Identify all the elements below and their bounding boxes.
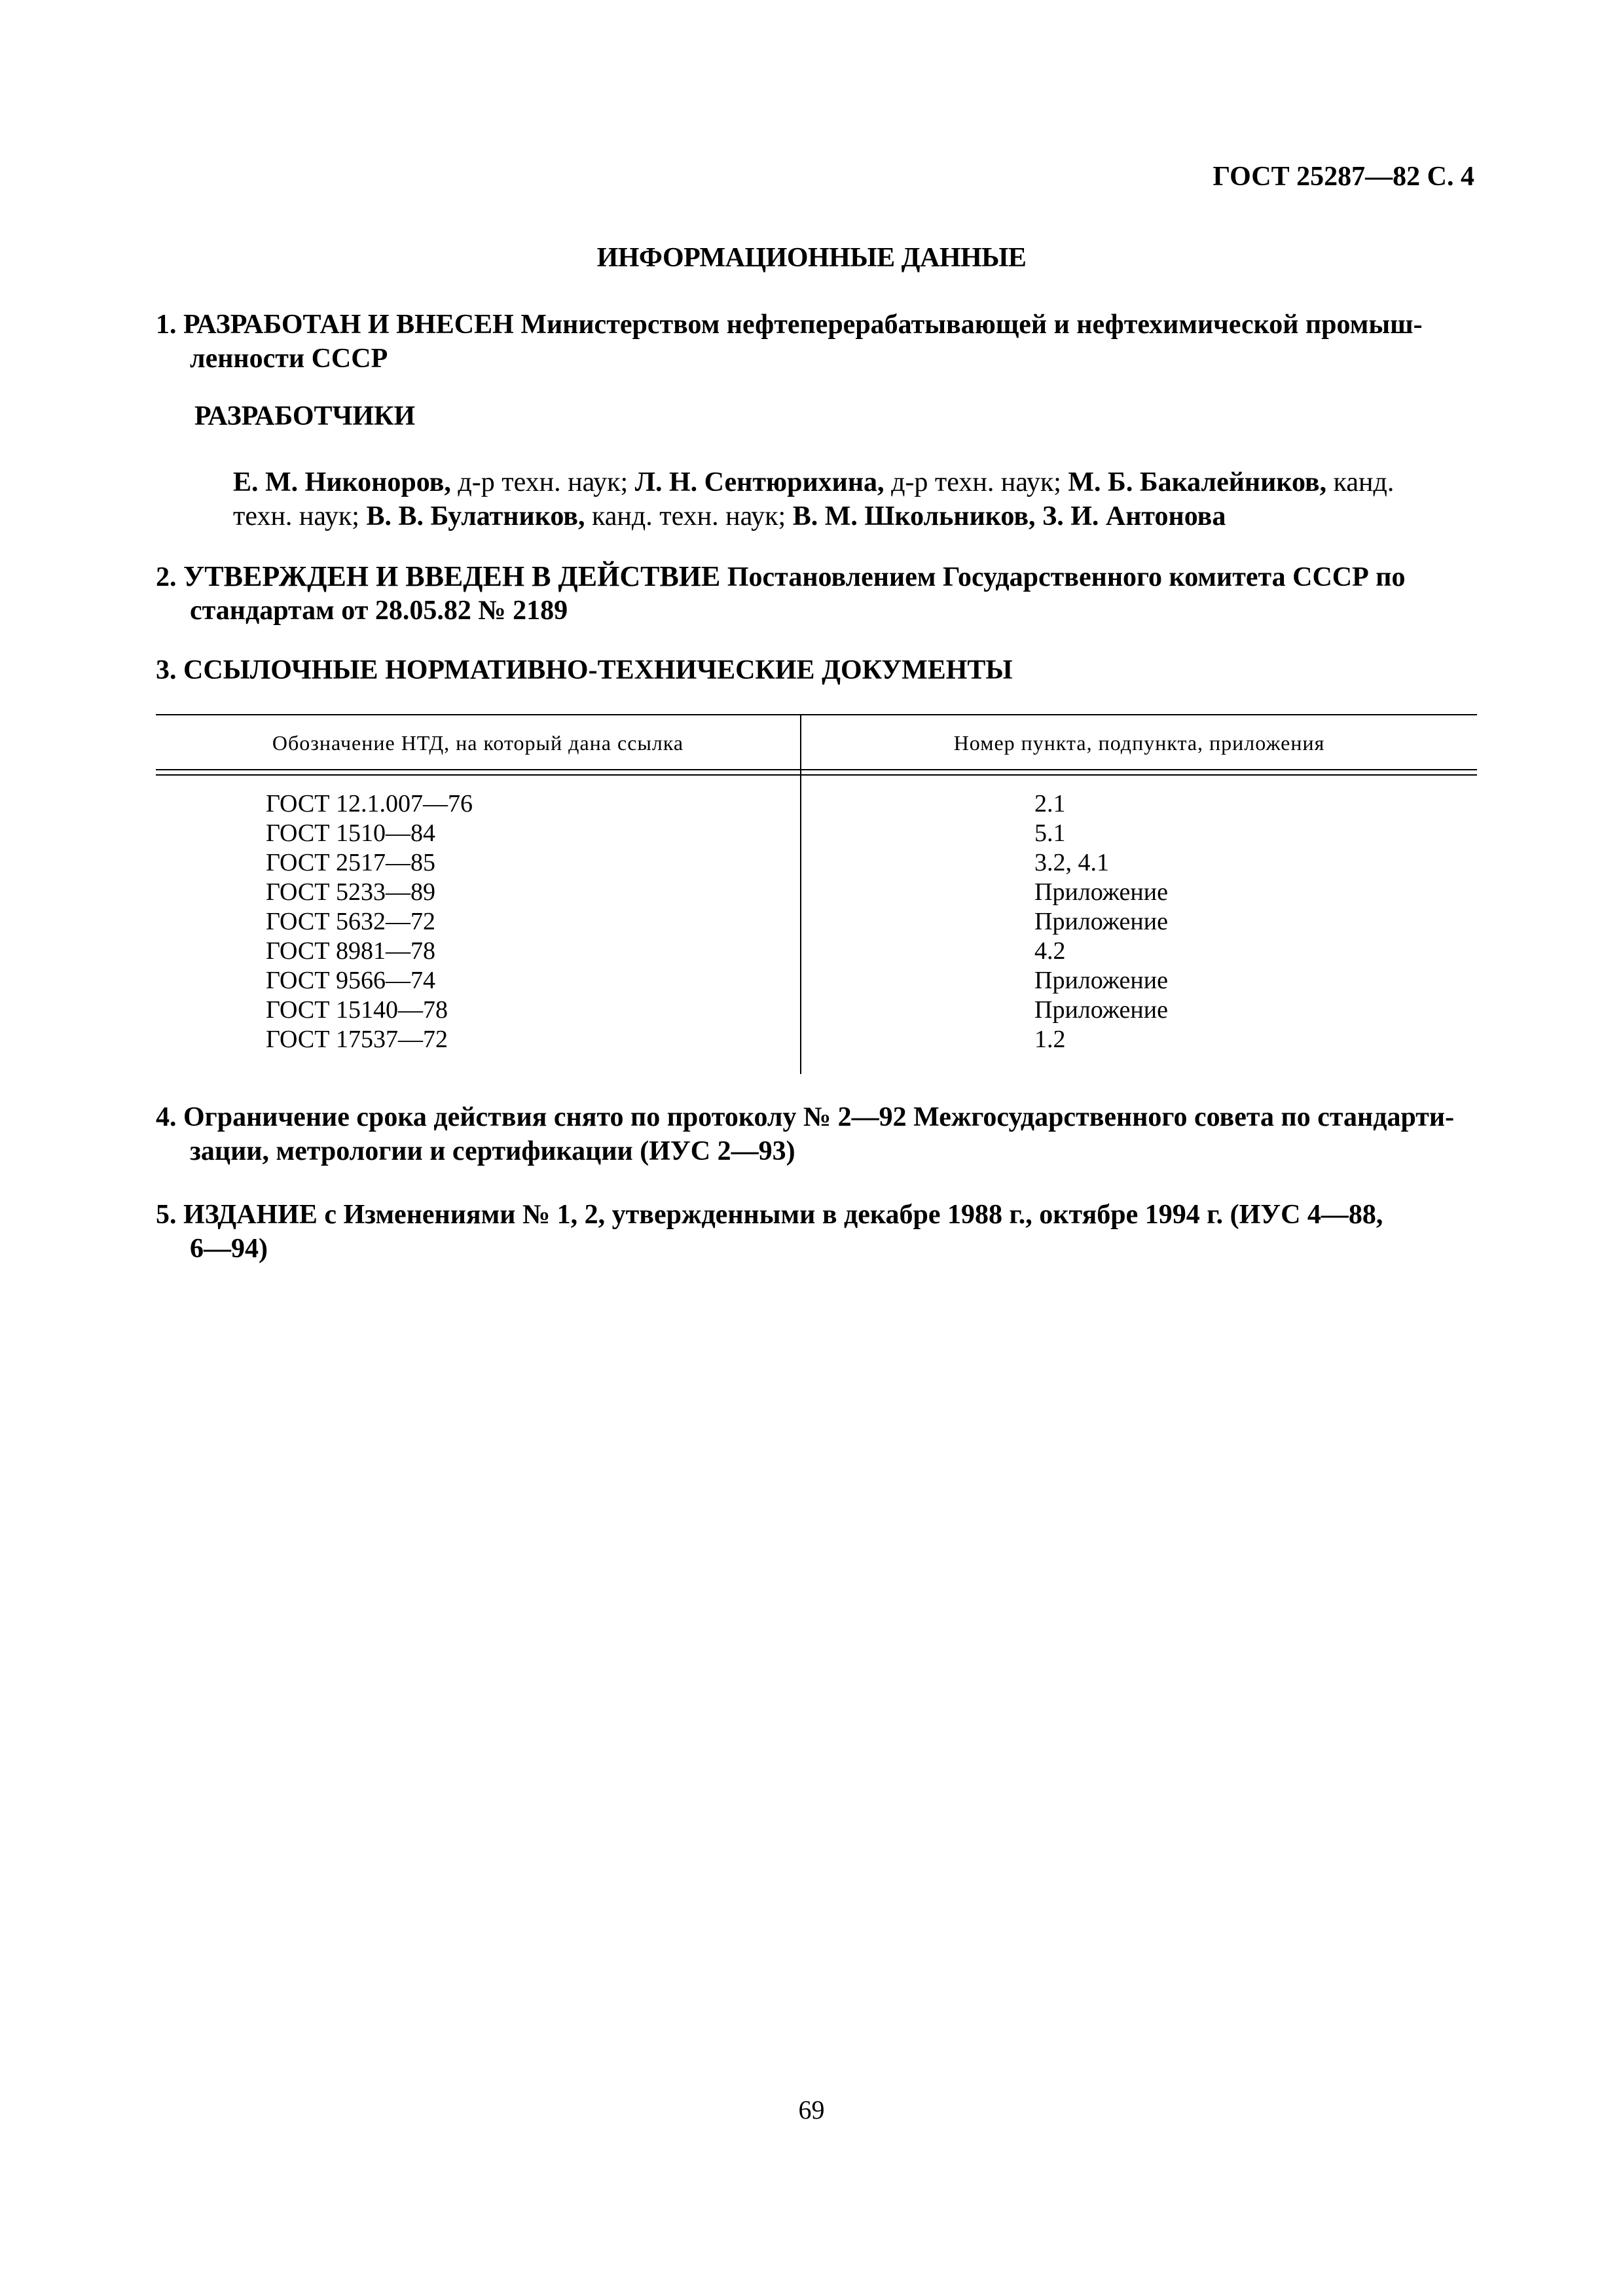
item-2 — [156, 560, 1478, 594]
table-cell-ref: Приложение — [1034, 996, 1168, 1024]
item-1-continuation: ленности СССР — [190, 344, 388, 374]
item-3-lead: ССЫЛОЧНЫЕ НОРМАТИВНО-ТЕХНИЧЕСКИЕ ДОКУМЕНТЫ — [183, 655, 1013, 685]
table-cell-doc: ГОСТ 1510—84 — [266, 819, 435, 847]
item-2-lead: УТВЕРЖДЕН И ВВЕДЕН В ДЕЙСТВИЕ — [183, 560, 721, 592]
author-5: В. М. Школьников, З. И. Антонова — [792, 501, 1226, 531]
table-cell-ref: 1.2 — [1034, 1026, 1066, 1053]
table-cell-doc: ГОСТ 12.1.007—76 — [266, 790, 473, 817]
table-cell-ref: Приложение — [1034, 967, 1168, 994]
table-header-ref: Номер пункта, подпункта, приложения — [953, 731, 1325, 755]
developers-line-1 — [233, 465, 1477, 499]
degree-1: д-р техн. наук; — [450, 467, 635, 497]
author-1: Е. М. Никоноров, — [233, 467, 451, 497]
item-2-number: 2. — [156, 562, 177, 592]
table-cell-ref: Приложение — [1034, 878, 1168, 906]
item-4-text: Ограничение срока действия снято по протоколу № 2—92 Межгосударственного совета по стандарти- — [183, 1102, 1455, 1132]
item-4-continuation: зации, метрологии и сертификации (ИУС 2—93) — [190, 1136, 795, 1166]
page-title: ИНФОРМАЦИОННЫЕ ДАННЫЕ — [596, 243, 1027, 273]
table-cell-doc: ГОСТ 15140—78 — [266, 996, 448, 1024]
table-cell-ref: 3.2, 4.1 — [1034, 849, 1109, 876]
item-4-number: 4. — [156, 1102, 177, 1132]
item-5-continuation: 6—94) — [190, 1234, 268, 1264]
developers-title: РАЗРАБОТЧИКИ — [194, 401, 416, 431]
item-3-number: 3. — [156, 655, 177, 685]
item-4 — [156, 1100, 1478, 1134]
degree-3b: техн. наук; — [233, 501, 367, 531]
table-column-divider — [800, 714, 801, 1074]
table-cell-doc: ГОСТ 8981—78 — [266, 937, 435, 965]
developers-line-2 — [233, 499, 1477, 533]
table-cell-ref: Приложение — [1034, 908, 1168, 935]
item-1-lead: РАЗРАБОТАН И ВНЕСЕН — [183, 310, 514, 340]
degree-2: д-р техн. наук; — [884, 467, 1068, 497]
document-header: ГОСТ 25287—82 С. 4 — [1213, 162, 1474, 192]
table-cell-ref: 5.1 — [1034, 819, 1066, 847]
table-cell-doc: ГОСТ 17537—72 — [266, 1026, 448, 1053]
item-3 — [156, 653, 1478, 687]
table-ref-column — [1034, 789, 1168, 1054]
table-doc-column — [266, 789, 473, 1054]
item-1 — [156, 308, 1478, 342]
table-cell-ref: 2.1 — [1034, 790, 1066, 817]
table-cell-doc: ГОСТ 2517—85 — [266, 849, 435, 876]
item-2-continuation: стандартам от 28.05.82 № 2189 — [190, 596, 568, 626]
item-5-number: 5. — [156, 1200, 177, 1230]
item-2-text: Постановлением Государственного комитета СССР по — [727, 562, 1406, 592]
item-5-text: ИЗДАНИЕ с Изменениями № 1, 2, утвержденными в декабре 1988 г., октябре 1994 г. (ИУС 4—88, — [183, 1200, 1383, 1230]
table-cell-doc: ГОСТ 5632—72 — [266, 908, 435, 935]
table-header-border-double — [156, 774, 1477, 776]
degree-4: канд. техн. наук; — [585, 501, 793, 531]
degree-3: канд. — [1326, 467, 1395, 497]
table-top-border — [156, 714, 1477, 715]
author-4: В. В. Булатников, — [366, 501, 585, 531]
item-5 — [156, 1198, 1478, 1232]
author-3: М. Б. Бакалейников, — [1068, 467, 1327, 497]
table-cell-doc: ГОСТ 5233—89 — [266, 878, 435, 906]
page-number: 69 — [798, 2095, 825, 2125]
table-cell-doc: ГОСТ 9566—74 — [266, 967, 435, 994]
item-1-number: 1. — [156, 310, 177, 340]
table-header-border — [156, 769, 1477, 770]
table-header-doc: Обозначение НТД, на который дана ссылка — [272, 731, 684, 755]
table-cell-ref: 4.2 — [1034, 937, 1066, 965]
author-2: Л. Н. Сентюрихина, — [634, 467, 884, 497]
item-1-text: Министерством нефтеперерабатывающей и нефтехимической промыш- — [520, 310, 1423, 340]
